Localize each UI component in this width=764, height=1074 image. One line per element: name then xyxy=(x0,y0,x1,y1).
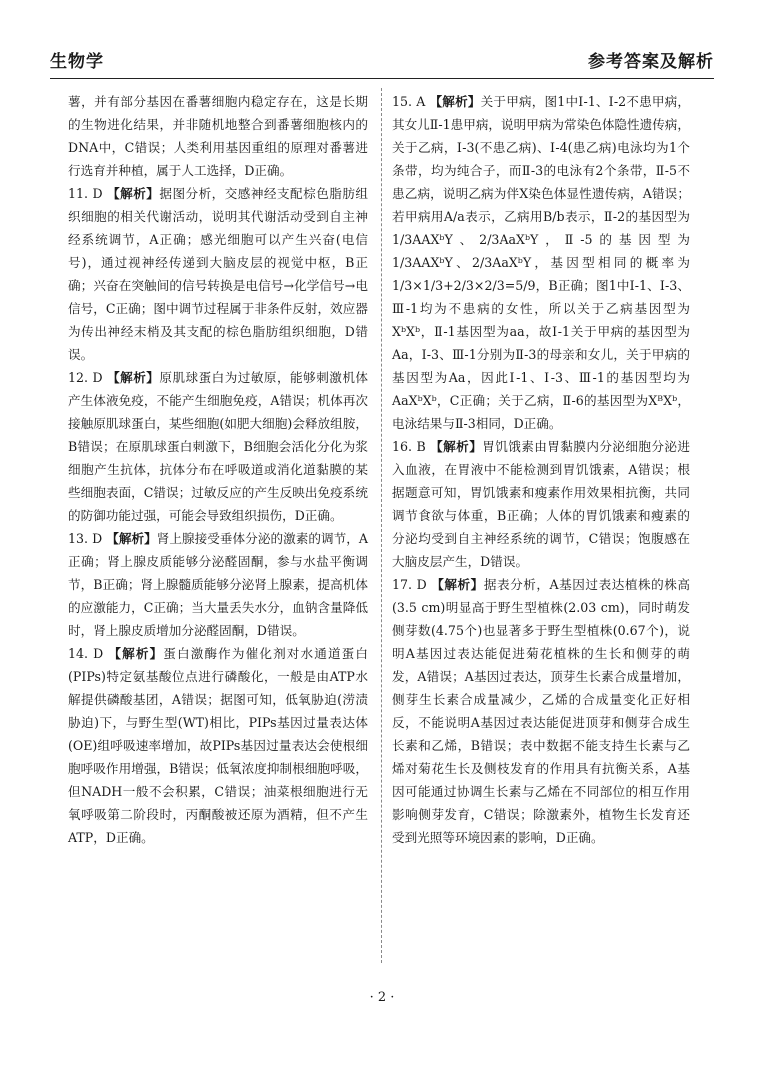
analysis-tag: 【解析】 xyxy=(431,577,484,592)
section-title: 参考答案及解析 xyxy=(588,52,714,72)
analysis-tag: 【解析】 xyxy=(430,439,483,454)
question-number: 13. D xyxy=(68,531,103,546)
analysis-tag: 【解析】 xyxy=(107,370,160,385)
answer-paragraph xyxy=(392,90,690,435)
answer-text: 据图分析，交感神经支配棕色脂肪组织细胞的相关代谢活动，说明其代谢活动受到自主神经系统调节，A正确；感光细胞可以产生兴奋(电信号)，通过视神经传递到大脑皮层的视觉中枢，B正确；兴奋在突触间的信号转换是电信号→化学信号→电信号，C正确；图中调节过程属于非条件反射，效应器为传出神经末梢及其支配的棕色脂肪组织细胞，D错误。 xyxy=(68,186,368,362)
left-column xyxy=(68,90,368,849)
answer-paragraph xyxy=(68,527,368,642)
answer-text: 据表分析，A基因过表达植株的株高(3.5 cm)明显高于野生型植株(2.03 cm)，同时萌发侧芽数(4.75个)也显著多于野生型植株(0.67个)，说明A基因过表达能促进菊花植株的生长和侧芽的萌发，A错误；A基因过表达，顶芽生长素合成量增加，侧芽生长素合成量减少，乙烯的合成量变化正好相反，不能说明A基因过表达能促进顶芽和侧芽合成生长素和乙烯，B错误；表中数据不能支持生长素与乙烯对菊花生长及侧枝发育的作用具有抗衡关系，A基因可能通过协调生长素与乙烯在不同部位的相互作用影响侧芽发育，C错误；除激素外，植物生长发育还受到光照等环境因素的影响，D正确。 xyxy=(392,577,690,845)
answer-text: 原肌球蛋白为过敏原，能够刺激机体产生体液免疫，不能产生细胞免疫，A错误；机体再次接触原肌球蛋白，某些细胞(如肥大细胞)会释放组胺，B错误；在原肌球蛋白刺激下，B细胞会活化分化为浆细胞产生抗体，抗体分布在呼吸道或消化道黏膜的某些细胞表面，C错误；过敏反应的产生反映出免疫系统的防御功能过强，可能会导致组织损伤，D正确。 xyxy=(68,370,368,523)
question-number: 12. D xyxy=(68,370,103,385)
question-number: 11. D xyxy=(68,186,103,201)
answer-paragraph: 薯，并有部分基因在番薯细胞内稳定存在，这是长期的生物进化结果，并非随机地整合到番薯细胞核内的DNA中，C错误；人类利用基因重组的原理对番薯进行选育并种植，属于人工选择，D正确。 xyxy=(68,94,368,178)
answer-text: 肾上腺接受垂体分泌的激素的调节，A正确；肾上腺皮质能够分泌醛固酮，参与水盐平衡调节，B正确；肾上腺髓质能够分泌肾上腺素，提高机体的应激能力，C正确；当大量丢失水分，血钠含量降低时，肾上腺皮质增加分泌醛固酮，D错误。 xyxy=(68,531,368,638)
answer-paragraph xyxy=(68,642,368,849)
answer-text: 胃饥饿素由胃黏膜内分泌细胞分泌进入血液，在胃液中不能检测到胃饥饿素，A错误；根据题意可知，胃饥饿素和瘦素作用效果相抗衡，共同调节食欲与体重，B正确；人体的胃饥饿素和瘦素的分泌均受到自主神经系统的调节，C错误；饱腹感在大脑皮层产生，D错误。 xyxy=(392,439,691,569)
answer-text: 蛋白激酶作为催化剂对水通道蛋白(PIPs)特定氨基酸位点进行磷酸化，一般是由ATP水解提供磷酸基团，A错误；据图可知，低氧胁迫(涝渍胁迫)下，与野生型(WT)相比，PIPs基因过量表达体(OE)组呼吸速率增加，故PIPs基因过量表达会使根细胞呼吸作用增强，B错误；低氧浓度抑制根细胞呼吸，但NADH一般不会积累，C错误；油菜根细胞进行无氧呼吸第二阶段时，丙酮酸被还原为酒精，但不产生ATP，D正确。 xyxy=(68,646,368,845)
page-header xyxy=(50,40,714,79)
question-number: 16. B xyxy=(392,439,426,454)
question-number: 14. D xyxy=(68,646,104,661)
analysis-tag: 【解析】 xyxy=(106,531,157,546)
analysis-tag: 【解析】 xyxy=(429,94,481,109)
answer-text: 关于甲病，图1中Ⅰ-1、Ⅰ-2不患甲病，其女儿Ⅱ-1患甲病，说明甲病为常染色体隐性遗传病，关于乙病，Ⅰ-3(不患乙病)、Ⅰ-4(患乙病)电泳均为1个条带，均为纯合子，而Ⅱ-3的电泳有2个条带，Ⅱ-5不患乙病，说明乙病为伴X染色体显性遗传病，A错误；若甲病用A/a表示，乙病用B/b表示，Ⅱ-2的基因型为1/3AAXᵇY、2/3AaXᵇY，Ⅱ-5的基因型为1/3AAXᵇY、2/3AaXᵇY，基因型相同的概率为1/3×1/3+2/3×2/3=5/9，B正确；图1中Ⅰ-1、Ⅰ-3、Ⅲ-1均为不患病的女性，所以关于乙病基因型为XᵇXᵇ，Ⅱ-1基因型为aa，故Ⅰ-1关于甲病的基因型为Aa，Ⅰ-3、Ⅲ-1分别为Ⅱ-3的母亲和女儿，关于甲病的基因型为Aa，因此Ⅰ-1、Ⅰ-3、Ⅲ-1的基因型均为AaXᵇXᵇ，C正确；关于乙病，Ⅱ-6的基因型为XᴮXᵇ，电泳结果与Ⅱ-3相同，D正确。 xyxy=(392,94,690,431)
answer-paragraph xyxy=(392,435,690,573)
analysis-tag: 【解析】 xyxy=(108,646,164,661)
column-divider xyxy=(381,88,382,963)
right-column xyxy=(392,90,690,849)
answer-paragraph xyxy=(68,182,368,366)
page-number: · 2 · xyxy=(369,990,395,1005)
question-number: 17. D xyxy=(392,577,427,592)
question-number: 15. A xyxy=(392,94,426,109)
analysis-tag: 【解析】 xyxy=(107,186,160,201)
answer-paragraph xyxy=(392,573,690,849)
subject-title: 生物学 xyxy=(50,52,104,72)
answer-paragraph xyxy=(68,366,368,527)
